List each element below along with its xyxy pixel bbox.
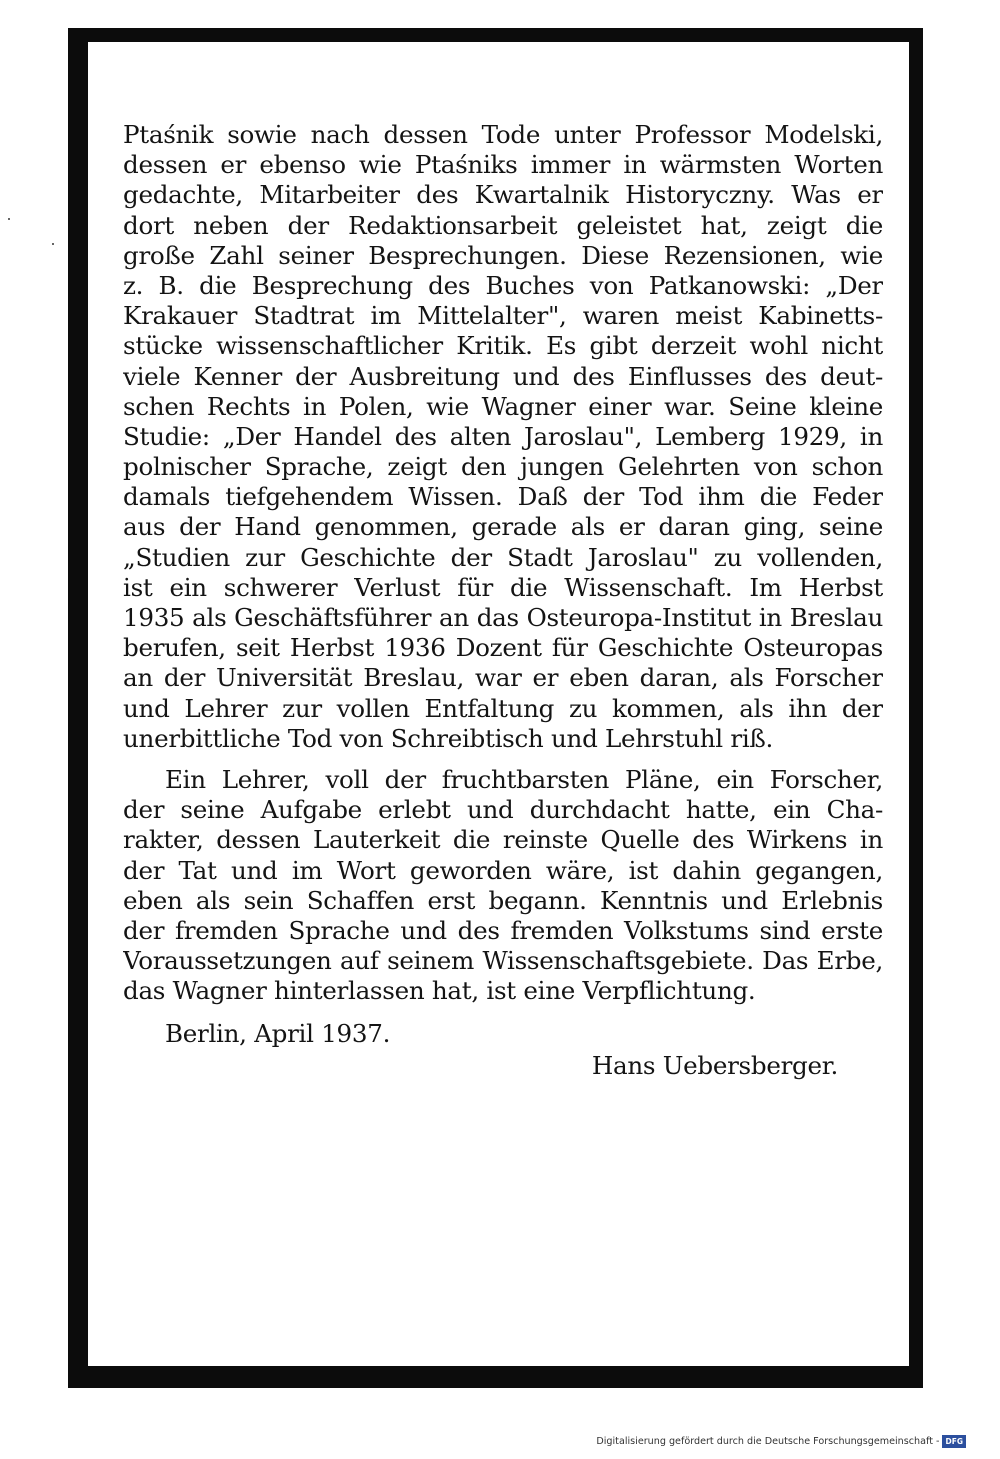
text-line: Krakauer Stadtrat im Mittelalter", waren meist Kabinetts- [123,301,883,331]
paragraph-2 [123,765,883,1007]
text-line: unerbittliche Tod von Schreibtisch und Lehrstuhl riß. [123,723,774,753]
text-line: z. B. die Besprechung des Buches von Patkanowski: „Der [123,270,883,300]
scan-speck [52,243,54,245]
text-line: polnischer Sprache, zeigt den jungen Gelehrten von schon [123,452,883,482]
footer-credit [596,1435,966,1448]
signature: Hans Uebersberger. [591,1051,838,1081]
text-line: „Studien zur Geschichte der Stadt Jaroslau" zu vollenden, [123,542,883,572]
text-line: schen Rechts in Polen, wie Wagner einer war. Seine kleine [123,391,883,421]
text-line: große Zahl seiner Besprechungen. Diese Rezensionen, wie [123,240,883,270]
text-line: damals tiefgehendem Wissen. Daß der Tod ihm die Feder [123,482,883,512]
text-line: stücke wissenschaftlicher Kritik. Es gibt derzeit wohl nicht [123,331,883,361]
text-line: der Tat und im Wort geworden wäre, ist dahin gegangen, [123,855,883,885]
text-line: der fremden Sprache und des fremden Volkstums sind erste [123,915,883,945]
text-line: an der Universität Breslau, war er eben daran, als Forscher [123,663,883,693]
dfg-logo: DFG [942,1435,966,1448]
text-line: 1935 als Geschäftsführer an das Osteuropa-Institut in Breslau [123,603,883,632]
text-line: dort neben der Redaktionsarbeit geleistet hat, zeigt die [123,210,883,240]
text-line: das Wagner hinterlassen hat, ist eine Verpflichtung. [123,976,756,1006]
text-line: viele Kenner der Ausbreitung und des Einflusses des deut- [123,361,883,391]
text-block [123,120,883,1082]
text-line: der seine Aufgabe erlebt und durchdacht hatte, ein Cha- [123,795,883,825]
text-line: berufen, seit Herbst 1936 Dozent für Geschichte Osteuropas [123,633,883,663]
text-line: eben als sein Schaffen erst begann. Kenntnis und Erlebnis [123,885,883,915]
footer-credit-text: Digitalisierung gefördert durch die Deutsche Forschungsgemeinschaft - [596,1436,940,1447]
text-line: rakter, dessen Lauterkeit die reinste Quelle des Wirkens in [123,825,883,855]
paragraph-1 [123,120,883,754]
text-line: ist ein schwerer Verlust für die Wissenschaft. Im Herbst [123,572,883,602]
text-line: Ptaśnik sowie nach dessen Tode unter Professor Modelski, [123,120,883,149]
scan-speck [8,218,10,220]
text-line: gedachte, Mitarbeiter des Kwartalnik Historyczny. Was er [123,180,883,210]
place-date: Berlin, April 1937. [165,1019,391,1049]
text-line: und Lehrer zur vollen Entfaltung zu kommen, als ihn der [123,693,883,723]
mourning-border [68,28,923,1388]
text-line: aus der Hand genommen, gerade als er daran ging, seine [123,512,883,542]
text-line: Ein Lehrer, voll der fruchtbarsten Pläne, ein Forscher, [165,764,883,794]
text-line: Studie: „Der Handel des alten Jaroslau", Lemberg 1929, in [123,421,883,451]
text-line: Voraussetzungen auf seinem Wissenschaftsgebiete. Das Erbe, [123,946,883,976]
text-line: dessen er ebenso wie Ptaśniks immer in wärmsten Worten [123,150,883,180]
